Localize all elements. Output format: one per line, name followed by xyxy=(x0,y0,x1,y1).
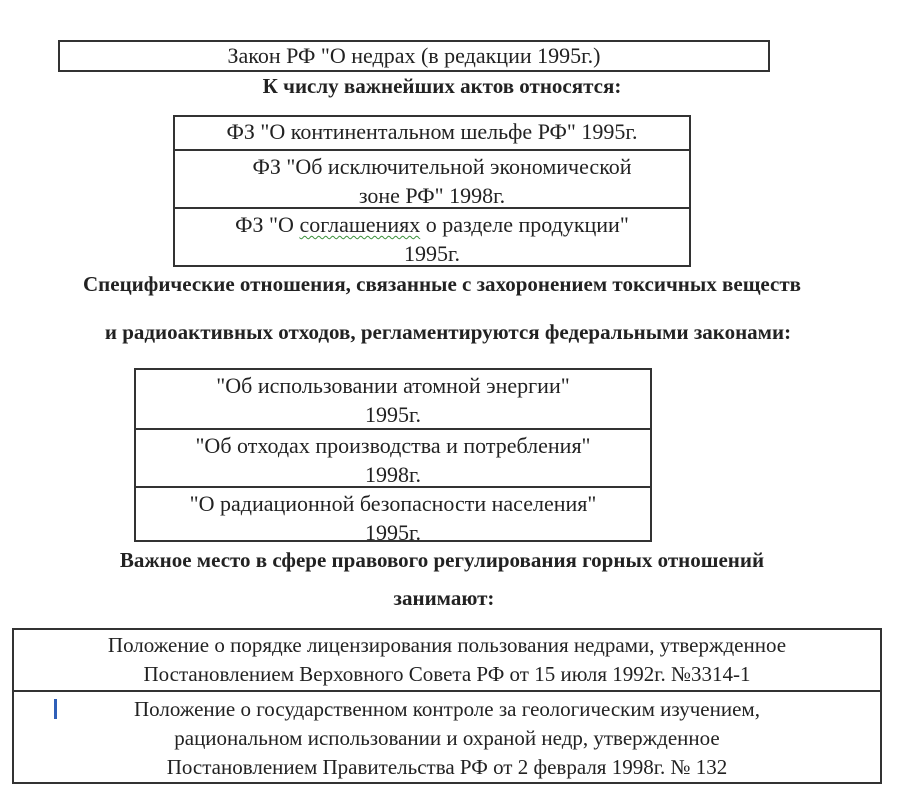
act-title-start: ФЗ "О xyxy=(235,212,300,237)
regulation-row xyxy=(14,690,880,782)
law-row xyxy=(136,370,650,428)
act-title-cont: зоне РФ" 1998г. xyxy=(358,183,506,208)
act-row xyxy=(175,149,689,207)
law-title: "Об отходах производства и потребления" xyxy=(195,433,591,458)
law-year: 1995г. xyxy=(364,520,422,545)
law-row xyxy=(136,428,650,486)
regulation-title-cont: рациональном использовании и охраной недр, утвержденное xyxy=(174,726,720,750)
law-title: "Об использовании атомной энергии" xyxy=(216,373,570,398)
act-title: ФЗ "Об исключительной экономической xyxy=(252,154,632,179)
regulation-approval: Постановлением Правительства РФ от 2 февраля 1998г. № 132 xyxy=(166,755,728,779)
federal-laws-table xyxy=(134,368,652,545)
toxic-heading-cont: и радиоактивных отходов, регламентируются федеральными законами: xyxy=(104,320,792,344)
mining-heading: Важное место в сфере правового регулирования горных отношений xyxy=(119,548,765,572)
regulation-approval: Постановлением Верховного Совета РФ от 15 июля 1992г. №3314-1 xyxy=(143,662,751,686)
text-cursor xyxy=(54,699,57,719)
regulation-title xyxy=(14,695,880,724)
regulation-title: Положение о порядке лицензирования пользования недрами, утвержденное xyxy=(107,633,787,657)
acts-heading: К числу важнейших актов относятся: xyxy=(262,74,622,98)
act-row xyxy=(175,117,689,149)
spellcheck-word: соглашениях xyxy=(299,212,421,237)
act-title: ФЗ "О континентальном шельфе РФ" 1995г. xyxy=(226,119,638,144)
act-row xyxy=(175,207,689,265)
regulation-title-text: Положение о государственном контроле за геологическим изучением, xyxy=(134,697,760,721)
law-year: 1998г. xyxy=(364,462,422,487)
law-year: 1995г. xyxy=(364,402,422,427)
mining-heading-cont: занимают: xyxy=(393,586,495,610)
acts-table xyxy=(173,115,691,267)
act-title xyxy=(175,210,689,239)
law-row xyxy=(136,486,650,545)
law-title: "О радиационной безопасности населения" xyxy=(189,491,597,516)
toxic-heading: Специфические отношения, связанные с захоронением токсичных веществ xyxy=(83,272,801,296)
main-law-box xyxy=(58,40,770,72)
regulations-table xyxy=(12,628,882,784)
main-law-title: Закон РФ "О недрах (в редакции 1995г.) xyxy=(227,43,601,68)
regulation-row xyxy=(14,630,880,690)
act-year: 1995г. xyxy=(403,241,461,266)
act-title-end: о разделе продукции" xyxy=(420,212,629,237)
